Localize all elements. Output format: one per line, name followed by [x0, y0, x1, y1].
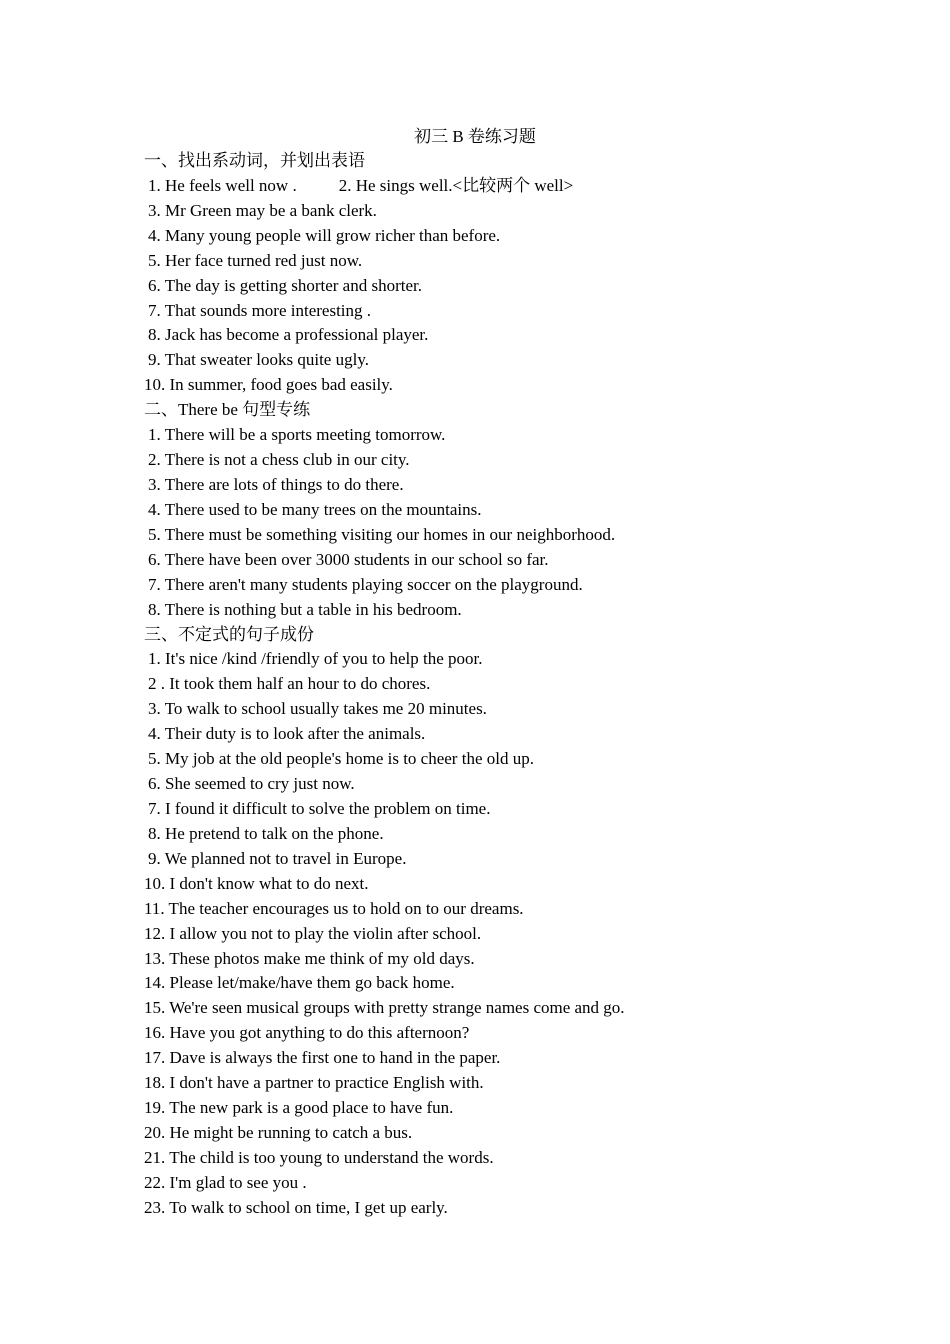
exercise-item: 12. I allow you not to play the violin after school.	[144, 923, 482, 943]
exercise-item: 19. The new park is a good place to have fun.	[144, 1098, 454, 1118]
exercise-item: 6. There have been over 3000 students in our school so far.	[148, 549, 549, 569]
exercise-item: 20. He might be running to catch a bus.	[144, 1122, 413, 1142]
exercise-item: 2 . It took them half an hour to do chores.	[148, 674, 431, 694]
exercise-item: 8. There is nothing but a table in his bedroom.	[148, 599, 462, 619]
exercise-item: 1. It's nice /kind /friendly of you to help the poor.	[148, 649, 483, 669]
exercise-item: 1. He feels well now .	[148, 175, 297, 195]
exercise-item: 9. We planned not to travel in Europe.	[148, 848, 407, 868]
section-heading-3: 三、不定式的句子成份	[144, 624, 314, 644]
exercise-item: 7. I found it difficult to solve the problem on time.	[148, 798, 491, 818]
exercise-item: 3. There are lots of things to do there.	[148, 474, 404, 494]
exercise-item: 8. Jack has become a professional player.	[148, 325, 429, 345]
section-heading-2: 二、There be 句型专练	[144, 400, 311, 420]
exercise-item: 8. He pretend to talk on the phone.	[148, 823, 384, 843]
exercise-item: 4. Many young people will grow richer than before.	[148, 225, 501, 245]
exercise-item: 2. He sings well.<比较两个 well>	[338, 175, 574, 195]
exercise-item: 10. I don't know what to do next.	[144, 873, 369, 893]
section-heading-1: 一、找出系动词，并划出表语	[144, 151, 365, 170]
exercise-item: 21. The child is too young to understand the words.	[144, 1147, 494, 1167]
exercise-item: 6. She seemed to cry just now.	[148, 774, 355, 794]
exercise-item: 22. I'm glad to see you .	[144, 1172, 307, 1192]
exercise-item: 5. My job at the old people's home is to cheer the old up.	[148, 749, 534, 769]
document-title: 初三 B 卷练习题	[414, 127, 536, 146]
exercise-item: 9. That sweater looks quite ugly.	[148, 350, 369, 370]
exercise-item: 6. The day is getting shorter and shorter.	[148, 275, 422, 295]
exercise-item: 3. Mr Green may be a bank clerk.	[148, 200, 377, 220]
exercise-item: 7. There aren't many students playing soccer on the playground.	[148, 574, 583, 594]
exercise-item: 1. There will be a sports meeting tomorrow.	[148, 425, 446, 445]
exercise-item: 5. Her face turned red just now.	[148, 250, 363, 270]
exercise-item: 18. I don't have a partner to practice English with.	[144, 1073, 484, 1093]
document-content	[144, 149, 904, 1221]
exercise-item: 4. Their duty is to look after the animals.	[148, 724, 426, 744]
exercise-item: 23. To walk to school on time, I get up early.	[144, 1197, 448, 1217]
exercise-item: 11. The teacher encourages us to hold on to our dreams.	[144, 898, 524, 918]
exercise-item: 16. Have you got anything to do this afternoon?	[144, 1023, 470, 1043]
exercise-item: 17. Dave is always the first one to hand in the paper.	[144, 1048, 501, 1068]
exercise-item: 4. There used to be many trees on the mountains.	[148, 499, 482, 519]
exercise-item: 2. There is not a chess club in our city.	[148, 450, 410, 470]
exercise-item: 14. Please let/make/have them go back home.	[144, 973, 455, 993]
exercise-item: 10. In summer, food goes bad easily.	[144, 375, 393, 395]
exercise-item: 5. There must be something visiting our homes in our neighborhood.	[148, 524, 616, 544]
exercise-row-pair	[144, 174, 904, 199]
exercise-item: 15. We're seen musical groups with pretty strange names come and go.	[144, 998, 625, 1018]
exercise-item: 13. These photos make me think of my old days.	[144, 948, 475, 968]
exercise-item: 7. That sounds more interesting .	[148, 300, 372, 320]
exercise-item: 3. To walk to school usually takes me 20 minutes.	[148, 699, 487, 719]
